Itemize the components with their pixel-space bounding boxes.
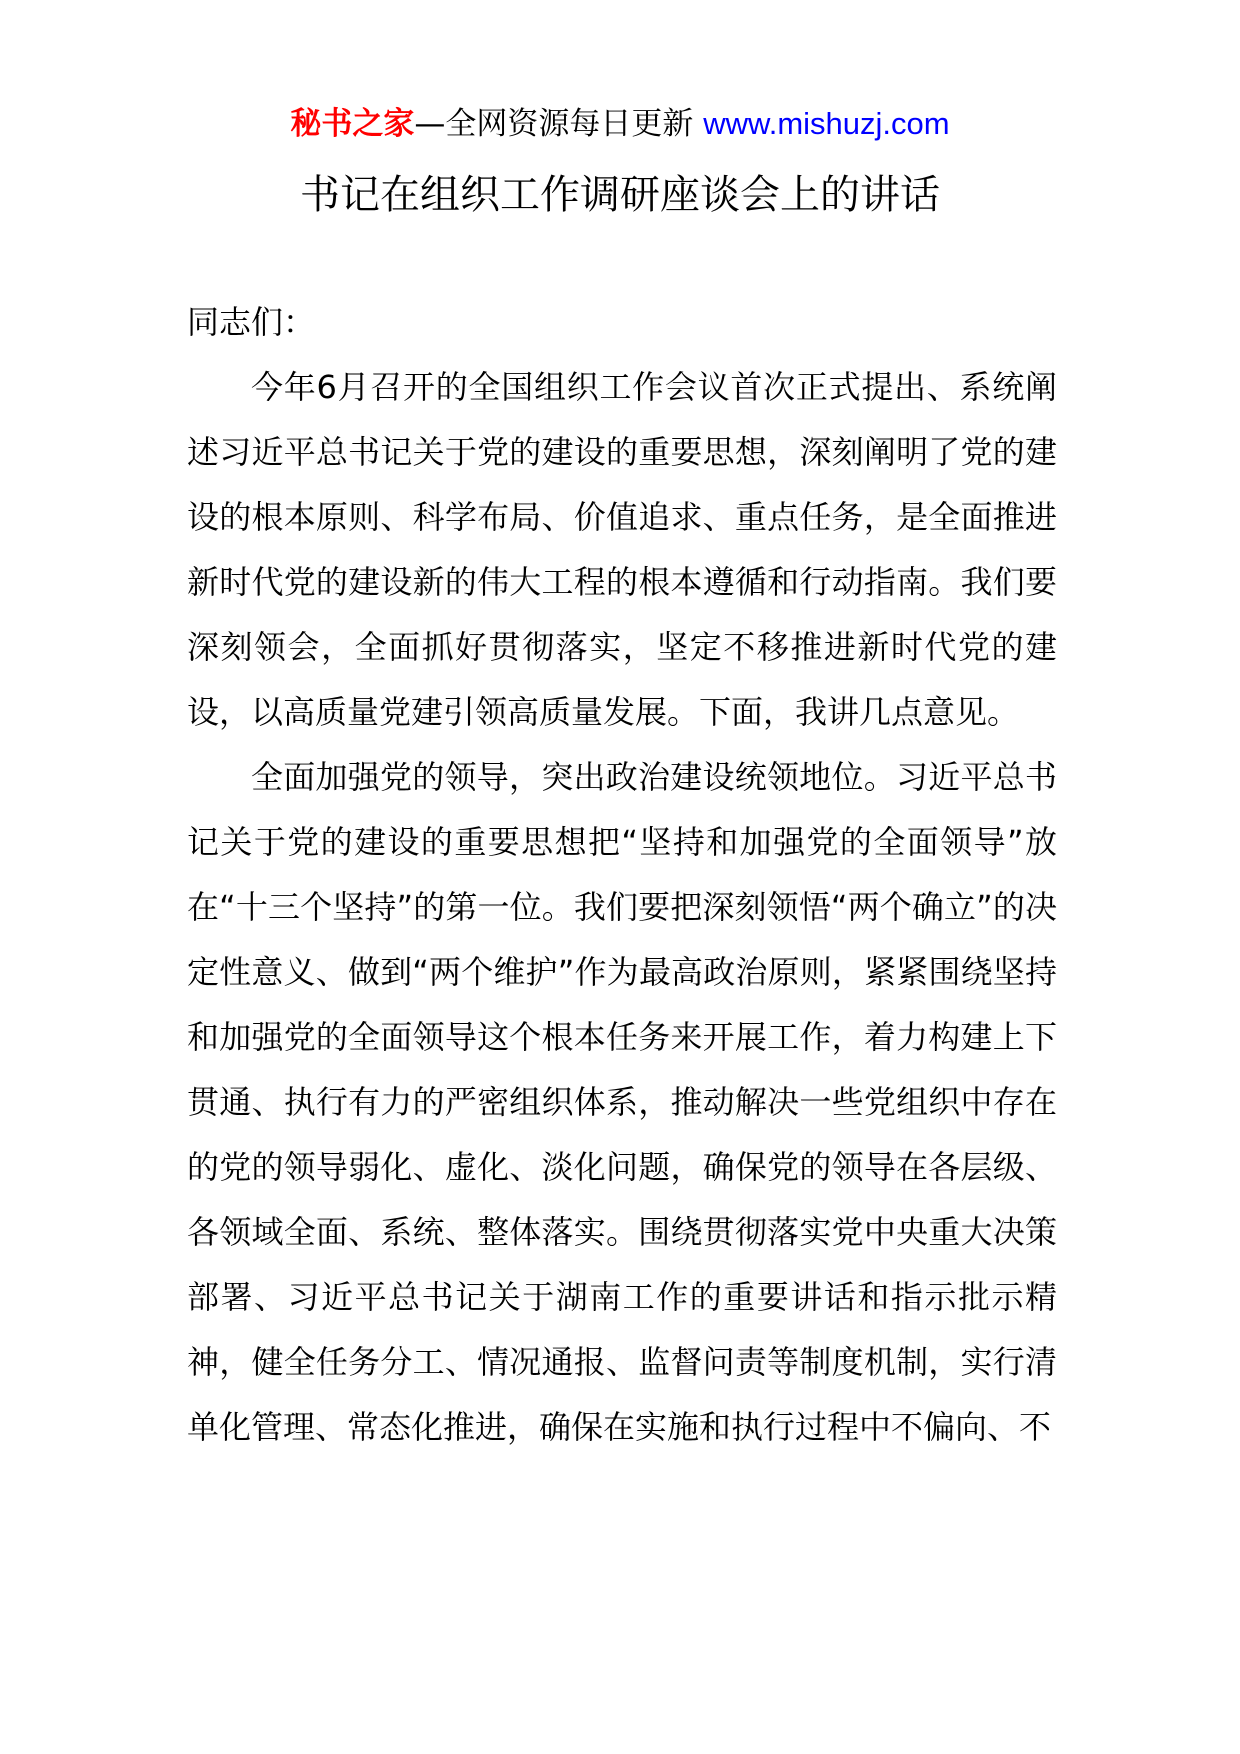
salutation: 同志们： (187, 303, 316, 341)
paragraph-intro: 今年6月召开的全国组织工作会议首次正式提出、系统阐述习近平总书记关于党的建设的重要思想，深刻阐明了党的建设的根本原则、科学布局、价值追求、重点任务，是全面推进新时代党的建设新的伟大工程的根本遵循和行动指南。我们要深刻领会，全面抓好贯彻落实，坚定不移推进新时代党的建设，以高质量党建引领高质量发展。下面，我讲几点意见。 (187, 368, 1057, 731)
document-body (187, 290, 1057, 1460)
site-header-banner (0, 102, 1240, 146)
paragraph-party-leadership: 全面加强党的领导，突出政治建设统领地位。习近平总书记关于党的建设的重要思想把“坚持和加强党的全面领导”放在“十三个坚持”的第一位。我们要把深刻领悟“两个确立”的决定性意义、做到“两个维护”作为最高政治原则，紧紧围绕坚持和加强党的全面领导这个根本任务来开展工作，着力构建上下贯通、执行有力的严密组织体系，推动解决一些党组织中存在的党的领导弱化、虚化、淡化问题，确保党的领导在各层级、各领域全面、系统、整体落实。围绕贯彻落实党中央重大决策部署、习近平总书记关于湖南工作的重要讲话和指示批示精神，健全任务分工、情况通报、监督问责等制度机制，实行清单化管理、常态化推进，确保在实施和执行过程中不偏向、不 (187, 758, 1057, 1446)
brand-name: 秘书之家 (290, 106, 415, 142)
site-url-link[interactable]: www.mishuzj.com (703, 106, 950, 141)
header-tagline: —全网资源每日更新 (414, 106, 704, 142)
document-title: 书记在组织工作调研座谈会上的讲话 (300, 172, 940, 218)
